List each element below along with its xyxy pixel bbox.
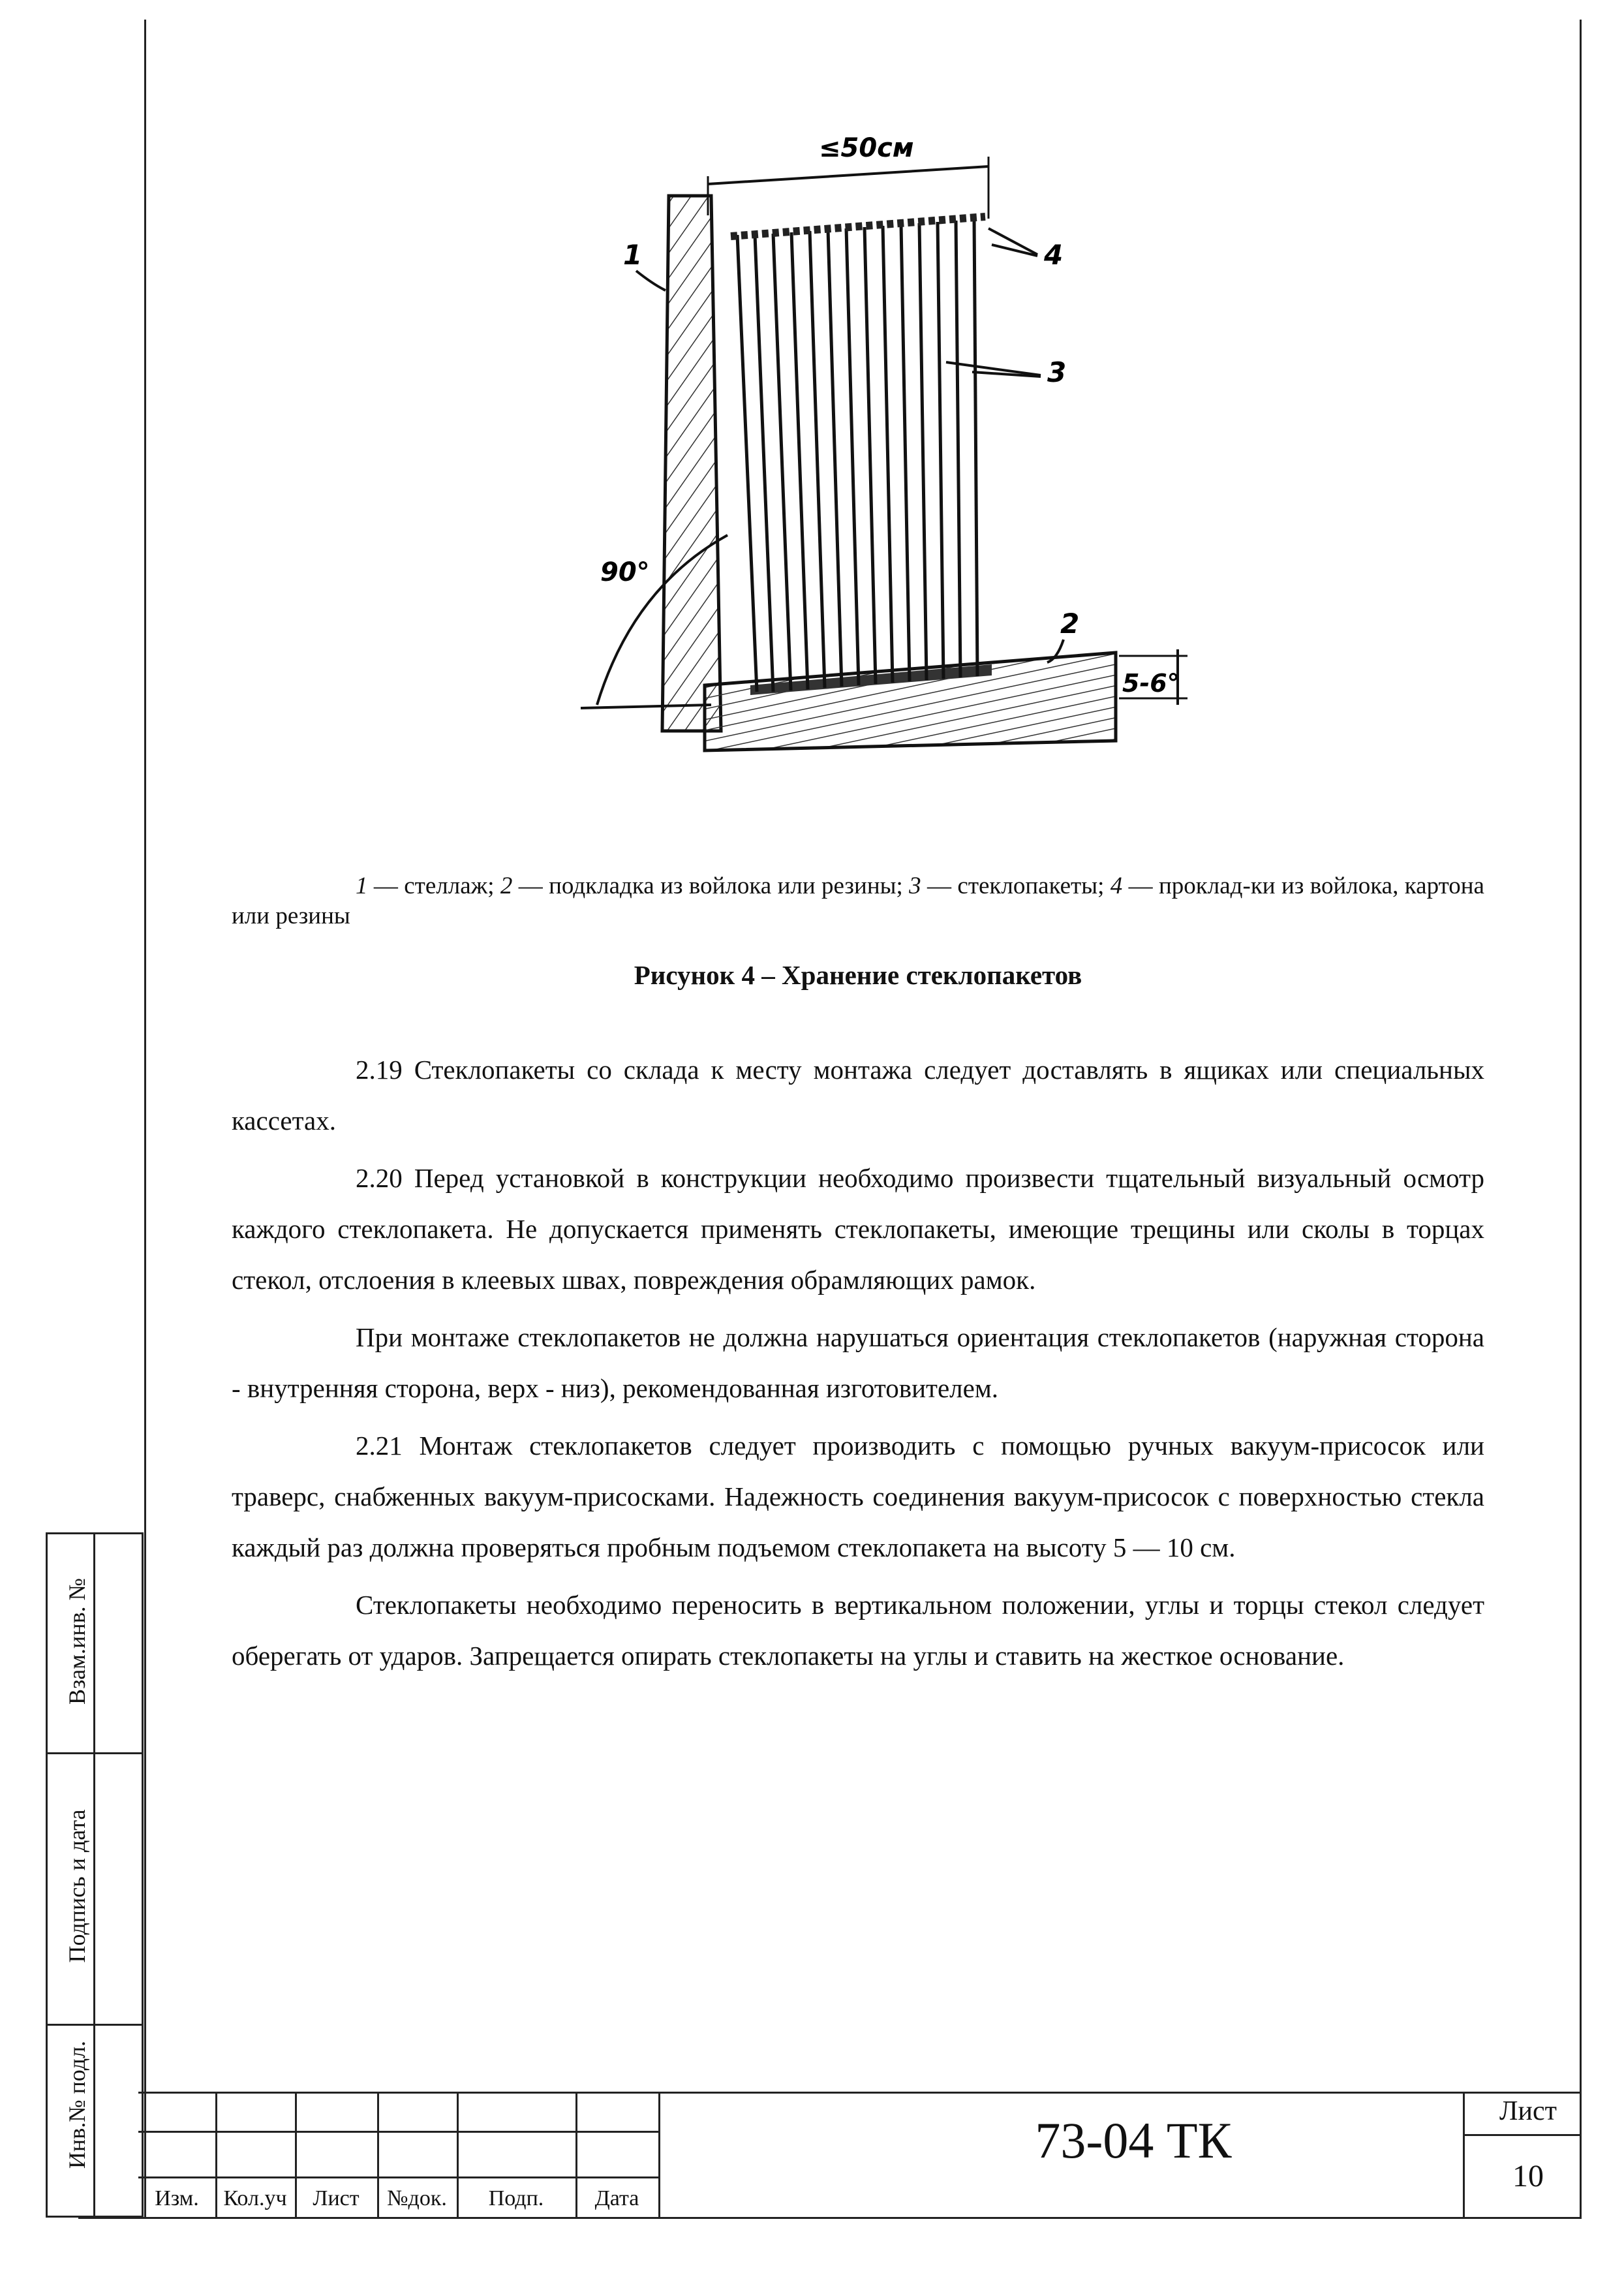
side-stamp-inv-original: Инв.№ подл.	[64, 2040, 90, 2169]
legend-number: 1	[356, 873, 368, 899]
body-text	[232, 1044, 1484, 1688]
rack-post	[662, 196, 721, 731]
slope-label: 5-6°	[1122, 669, 1180, 698]
header-signature: Подп.	[488, 2186, 544, 2210]
dimension-line	[708, 166, 988, 184]
legend-text: — стеллаж;	[367, 873, 500, 899]
paragraph: 2.20 Перед установкой в конструкции необходимо произвести тщательный визуальный осмотр каждого стеклопакета. Не допускается применять стеклопакеты, имеющие трещины или сколы в торцах стекол, отслоения в клеевых швах, повреждения обрамляющих рамок.	[232, 1163, 1484, 1295]
legend-text: — проклад-ки из войлока, картона или резины	[232, 873, 1484, 929]
angle-label: 90°	[600, 557, 650, 587]
paragraph: При монтаже стеклопакетов не должна нарушаться ориентация стеклопакетов (наружная сторона - внутренняя сторона, верх - низ), рекомендованная изготовителем.	[232, 1322, 1484, 1403]
title-block	[138, 2092, 1580, 2219]
title-block-line	[658, 2092, 660, 2219]
legend-text: — подкладка из войлока или резины;	[512, 873, 910, 899]
callout-1: 1	[623, 239, 643, 271]
figure-title: Рисунок 4 – Хранение стеклопакетов	[634, 960, 1082, 990]
side-stamp	[46, 1532, 144, 2218]
callout-3: 3	[1047, 356, 1067, 388]
side-stamp-inv-replace: Взам.инв. №	[64, 1578, 90, 1705]
callout-2: 2	[1060, 608, 1080, 640]
frame-right-line	[1580, 20, 1582, 2219]
header-change: Изм.	[155, 2186, 199, 2210]
title-block-line	[138, 2092, 1580, 2094]
sheet-number: 10	[1512, 2159, 1544, 2193]
paragraph: 2.19 Стеклопакеты со склада к месту монтажа следует доставлять в ящиках или специальных кассетах.	[232, 1055, 1484, 1136]
figure-drawing	[561, 131, 1214, 770]
frame-left-line	[144, 20, 146, 2219]
side-stamp-signature-date: Подпись и дата	[64, 1809, 90, 1963]
header-date: Дата	[594, 2186, 639, 2210]
glass-units	[737, 219, 977, 692]
title-block-line	[1463, 2134, 1580, 2136]
legend-number: 4	[1110, 873, 1123, 899]
header-count: Кол.уч	[223, 2186, 287, 2210]
paragraph: 2.21 Монтаж стеклопакетов следует производить с помощью ручных вакуум-присосок или траверс, снабженных вакуум-присосками. Надежность соединения вакуум-присосок с поверхностью стекла каждый раз должна проверяться пробным подъемом стеклопакета на высоту 5 — 10 см.	[232, 1431, 1484, 1562]
header-doc-number: №док.	[387, 2186, 447, 2210]
dimension-label: ≤50см	[819, 133, 914, 163]
title-block-line	[1463, 2092, 1465, 2219]
top-pads	[731, 217, 985, 236]
legend-number: 2	[500, 873, 513, 899]
legend-number: 3	[909, 873, 921, 899]
legend-text: — стеклопакеты;	[921, 873, 1111, 899]
figure-glass-storage	[561, 131, 1214, 770]
figure-legend	[232, 871, 1484, 931]
document-code: 73-04 ТК	[1035, 2112, 1232, 2169]
side-stamp-column-line	[93, 1534, 95, 2216]
callout-4: 4	[1044, 239, 1064, 271]
paragraph: Стеклопакеты необходимо переносить в вертикальном положении, углы и торцы стекол следует оберегать от ударов. Запрещается опирать стеклопакеты на углы и ставить на жесткое основание.	[232, 1590, 1484, 1671]
sheet-label: Лист	[1499, 2096, 1557, 2126]
header-sheet: Лист	[313, 2186, 360, 2210]
